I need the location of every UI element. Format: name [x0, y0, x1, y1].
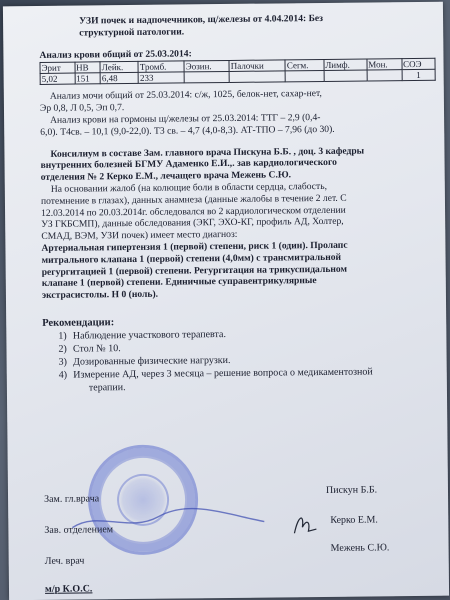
blood-header-cell: СОЭ	[402, 59, 436, 70]
council-para-2: потемнение в глазах), данных анамнеза (данные жалобы в течение 2 лет. С	[40, 192, 347, 207]
council-para-3: 12.03.2014 по 20.03.2014г. обследовался во 2 кардиологическом отделении	[41, 204, 346, 219]
recommendations-section	[42, 314, 443, 395]
list-item-text: Стол № 10.	[72, 342, 121, 355]
document-sheet	[3, 2, 449, 600]
doctor-name: Межень С.Ю.	[330, 542, 390, 554]
blood-header-cell: Мон.	[367, 59, 402, 70]
council-line-2: внутренних болезней БГМУ Адаменко Е.И.,. зав кардиологического	[40, 157, 337, 172]
diagnosis-line-1: Артериальная гипертензия 1 (первой) степени, риск 1 (один). Пролапс	[41, 239, 348, 254]
diagnosis-line-5: экстрасистолы. Н 0 (ноль).	[41, 288, 159, 302]
blood-header-cell: НВ	[75, 62, 101, 73]
uzi-line-1: УЗИ почек и надпочечников, щ/железы от 4.04.2014: Без	[79, 12, 324, 27]
list-item-number: 4)	[58, 369, 68, 381]
uzi-line-2: структурной патологии.	[79, 26, 185, 39]
blood-header-cell: Лейк.	[100, 62, 138, 73]
blood-value-cell	[324, 70, 367, 81]
signature-scribble-head	[290, 509, 320, 537]
council-para-1: На основании жалоб (на колющие боли в области сердца, слабость,	[50, 180, 328, 195]
council-line-3: отделения № 2 Керко Е.М., лечащего врача Межень С.Ю.	[40, 169, 292, 184]
council-line-1: Консилиум в составе Зам. главного врача Пискуна Б.Б. , доц. 3 кафедры	[50, 145, 365, 160]
footer-note: м/р К.О.С.	[44, 583, 93, 595]
blood-value-cell: 1	[402, 70, 436, 81]
blood-section	[39, 45, 439, 85]
hormones-line-2: 6,0). Т4св. – 10,1 (9,0-22,0). Т3 св. – 4,7 (4,0-8,3). АТ-ТПО – 7,96 (до 30).	[40, 123, 335, 138]
blood-header-cell: Лимф.	[324, 59, 367, 70]
blood-value-cell	[229, 71, 285, 83]
blood-header-cell: Сегм.	[285, 60, 323, 71]
list-item-number: 1)	[58, 330, 67, 342]
blood-header-cell: Палочки	[229, 60, 285, 72]
blood-value-cell	[285, 71, 323, 82]
council-section	[40, 144, 442, 302]
urine-line-1: Анализ мочи общий от 25.03.2014: с/ж, 1025, белок-нет, сахар-нет,	[49, 88, 322, 103]
blood-value-cell	[184, 72, 229, 83]
doctor-label: Леч. врач	[44, 555, 85, 567]
council-para-5: СМАД, ВЭМ, УЗИ почек) имеет место диагноз:	[41, 229, 238, 243]
deputy-label: Зам. гл.врача	[44, 493, 100, 505]
head-name: Керко Е.М.	[330, 514, 378, 526]
recommendations-list	[42, 325, 443, 394]
blood-header-cell: Эозин.	[184, 61, 229, 72]
urine-line-2: Эр 0,8, Л 0,5, Эп 0,7.	[39, 102, 125, 115]
official-seal-stamp	[88, 444, 199, 555]
blood-header-cell: Эрит	[40, 62, 75, 73]
council-para-4: УЗ ГКБСМП), данные обследования (ЭКГ, ЭХО-КГ, профиль АД, Холтер,	[41, 216, 344, 231]
blood-value-cell: 151	[75, 73, 101, 84]
hormones-line-1: Анализ крови на гормоны щ/железы от 25.03.2014: ТТГ – 2,9 (0,4-	[50, 111, 321, 126]
blood-value-cell: 6,48	[100, 73, 138, 84]
blood-header-cell: Тромб.	[138, 61, 184, 72]
blood-value-cell: 5,02	[40, 73, 75, 84]
recommendations-title: Рекомендации:	[42, 317, 115, 329]
list-item-text: Дозированные физические нагрузки.	[73, 354, 231, 368]
head-label: Зав. отделением	[44, 524, 114, 536]
list-item-continuation: терапии.	[88, 381, 126, 394]
diagnosis-line-2: митрального клапана 1 (первой) степени (4,0мм) с транcмитральной	[41, 251, 342, 266]
diagnosis-line-4: клапане 1 (первой) степени. Единичные суправентрикулярные	[41, 275, 317, 290]
document-content	[39, 12, 443, 395]
list-item-text: Измерение АД, через 3 месяца – решение вопроса о медикаментозной	[73, 366, 373, 381]
diagnosis-line-3: регургитацией 1 (первой) степени. Регургитация на трикуспидальном	[41, 263, 348, 278]
blood-title: Анализ крови общий от 25.03.2014:	[39, 47, 192, 61]
list-item-text: Наблюдение участкового терапевта.	[72, 328, 226, 342]
blood-value-cell	[367, 70, 402, 81]
deputy-name: Пискун Б.Б.	[325, 484, 378, 496]
list-item-number: 2)	[58, 343, 67, 355]
blood-value-cell: 233	[138, 72, 184, 83]
list-item-number: 3)	[58, 356, 68, 368]
